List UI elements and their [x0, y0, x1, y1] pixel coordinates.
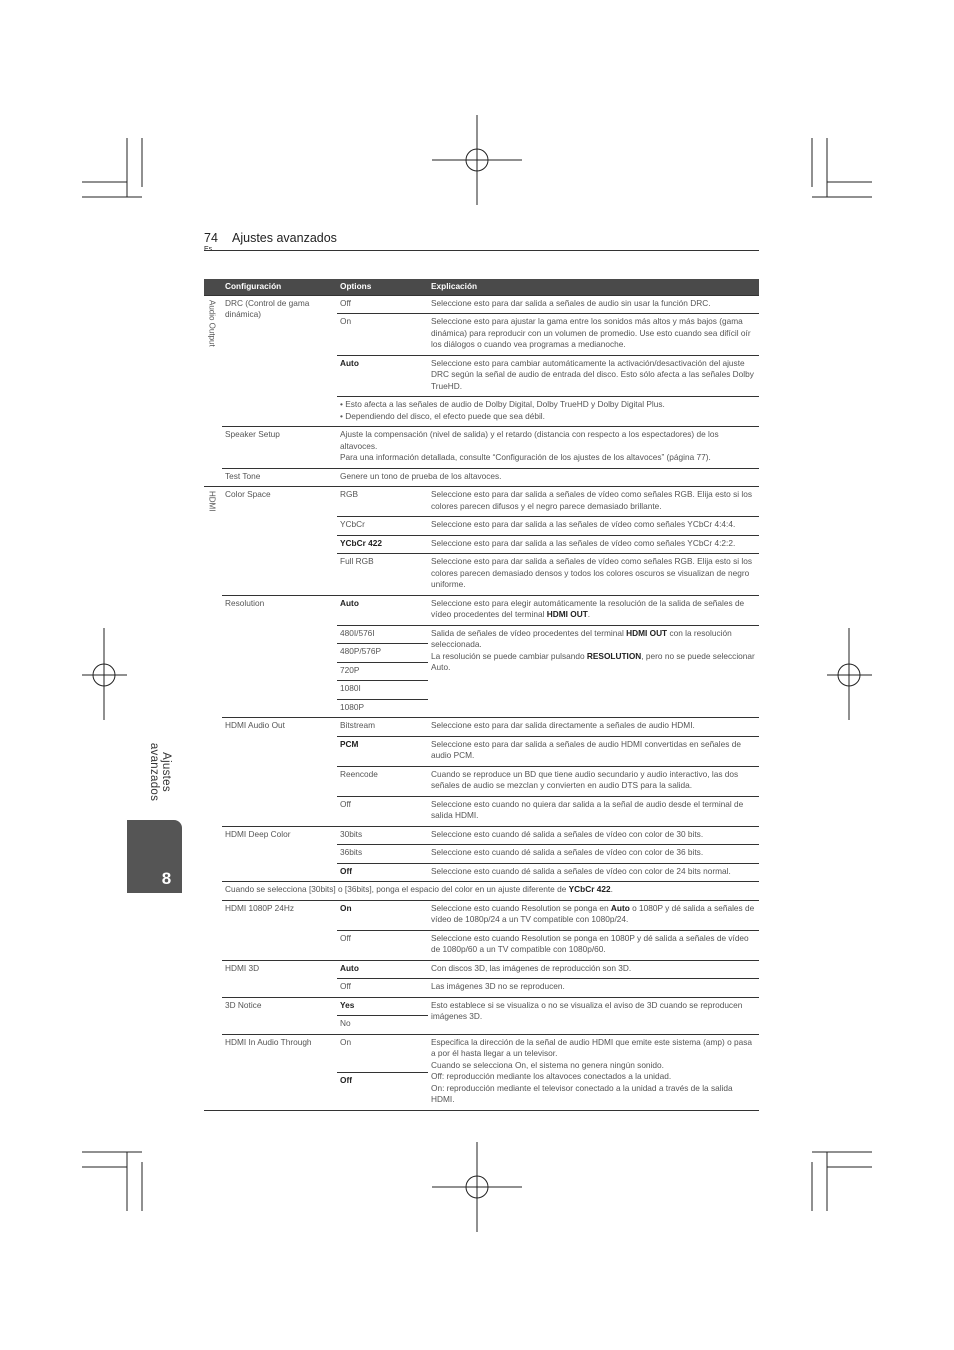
option-description — [428, 863, 759, 882]
option-cell — [337, 554, 428, 596]
column-header — [204, 279, 222, 295]
table-row — [204, 1034, 759, 1072]
option-cell — [337, 517, 428, 536]
option-label: 1080P — [340, 701, 364, 712]
text: Seleccione esto para dar salida a señales de vídeo como señales RGB. Elija esto si los colores parecen difusos y el negro parece demasiado brillante. — [431, 489, 752, 511]
option-cell — [337, 718, 428, 737]
text: Seleccione esto para dar salida a las señales de vídeo como señales YCbCr 4:2:2. — [431, 537, 736, 548]
note-text: • Esto afecta a las señales de audio de Dolby Digital, Dolby TrueHD y Dolby Digital Plus. — [340, 399, 665, 409]
option-cell — [337, 314, 428, 356]
option-cell — [337, 979, 428, 998]
setting-name: DRC (Control de gama dinámica) — [222, 295, 337, 427]
option-cell — [337, 766, 428, 796]
text: Genere un tono de prueba de los altavoces. — [340, 470, 502, 481]
text: Seleccione esto cuando Resolution se ponga en 1080P y dé salida a señales de vídeo de 1080p/60 a un TV compatible con 1080p/60. — [431, 932, 749, 954]
table-row — [204, 468, 759, 487]
option-label: Bitstream — [340, 720, 376, 730]
text: Seleccione esto cuando dé salida a señales de vídeo con color de 36 bits. — [431, 847, 704, 857]
text: Seleccione esto para dar salida directamente a señales de audio HDMI. — [431, 720, 695, 730]
setting-name: HDMI 3D — [222, 960, 337, 997]
table-row — [204, 295, 759, 314]
option-description — [428, 930, 759, 960]
text: . — [587, 609, 591, 619]
text: Seleccione esto cuando dé salida a señales de vídeo con color de 30 bits. — [431, 828, 704, 839]
option-cell — [337, 295, 428, 314]
option-cell — [337, 1016, 428, 1035]
option-cell — [337, 900, 428, 930]
option-description — [428, 826, 759, 845]
text: Seleccione esto para dar salida a las señales de vídeo como señales YCbCr 4:4:4. — [431, 519, 736, 529]
setting-name: HDMI In Audio Through — [222, 1034, 337, 1110]
option-cell — [337, 845, 428, 864]
setting-description — [337, 427, 759, 469]
option-description — [428, 845, 759, 864]
text: Esto establece si se visualiza o no se visualiza el aviso de 3D cuando se reproducen imágenes 3D. — [431, 999, 743, 1021]
text: Seleccione esto cuando Resolution se ponga en — [431, 902, 611, 913]
option-label: Off — [340, 798, 351, 809]
option-description — [428, 997, 759, 1034]
table-row — [204, 826, 759, 845]
option-description — [428, 796, 759, 826]
note-text: • Dependiendo del disco, el efecto puede que sea débil. — [340, 410, 545, 421]
text: Ajuste la compensación (nivel de salida) y el retardo (distancia con respecto a los espectadores) de los altavoces. — [340, 429, 719, 451]
option-description — [428, 487, 759, 517]
option-description — [428, 295, 759, 314]
option-label: Off — [340, 1074, 352, 1085]
notes-cell — [337, 397, 759, 427]
option-label: PCM — [340, 738, 359, 749]
option-cell — [337, 355, 428, 397]
option-label: 1080I — [340, 683, 361, 693]
text: Salida de señales de vídeo procedentes del terminal — [431, 627, 627, 638]
text: Seleccione esto para ajustar la gama entre los sonidos más altos y más bajos (gama dinámica) para reproducir con un volumen de promedio. Use esto cuando sea difícil oír los diálogos o cuando vea programas a medianoche. — [431, 316, 751, 349]
option-cell — [337, 699, 428, 718]
group-label: Audio Output — [207, 299, 217, 347]
setting-name: Resolution — [222, 595, 337, 718]
option-cell — [337, 826, 428, 845]
setting-name: HDMI Deep Color — [222, 826, 337, 882]
option-label: Auto — [340, 357, 359, 368]
option-description — [428, 625, 759, 699]
text: Off: reproducción mediante los altavoces conectados a la unidad. — [431, 1071, 672, 1081]
option-label: 480I/576I — [340, 627, 375, 638]
setting-name: HDMI 1080P 24Hz — [222, 900, 337, 960]
option-label: 36bits — [340, 847, 363, 857]
column-header: Options — [337, 279, 428, 295]
option-cell — [337, 736, 428, 766]
option-label: Auto — [340, 597, 359, 608]
option-cell — [337, 487, 428, 517]
column-header: Explicación — [428, 279, 759, 295]
option-description — [428, 355, 759, 397]
table-row — [204, 718, 759, 737]
option-cell — [337, 863, 428, 882]
note-cell — [222, 882, 759, 901]
option-label: On — [340, 1036, 352, 1047]
option-label: Yes — [340, 999, 355, 1010]
settings-table — [204, 279, 759, 1111]
option-cell — [337, 595, 428, 625]
option-description — [428, 554, 759, 596]
text: Seleccione esto para dar salida a señales de vídeo como señales RGB. Elija esto si los colores parecen demasiado densos y todos los colores oscuros se visualizan de negro uniforme. — [431, 556, 752, 589]
option-label: On — [340, 316, 352, 326]
option-label: Reencode — [340, 768, 378, 779]
header-divider — [204, 250, 759, 251]
table-row — [204, 487, 759, 517]
text: Seleccione esto para elegir automáticamente la resolución de la salida de señales de vídeo procedentes del terminal — [431, 597, 745, 619]
text: Especifica la dirección de la señal de audio HDMI que emite este sistema (amp) o pasa a por él hasta llegar a un televisor. — [431, 1036, 752, 1058]
text: Las imágenes 3D no se reproducen. — [431, 981, 565, 991]
option-label: Off — [340, 297, 351, 308]
setting-name: 3D Notice — [222, 997, 337, 1034]
setting-name: Color Space — [222, 487, 337, 596]
option-label: YCbCr 422 — [340, 537, 382, 548]
option-label: Auto — [340, 962, 359, 973]
bold-text: Auto — [610, 902, 630, 913]
text: con la resolución seleccionada. — [431, 627, 732, 649]
option-label: No — [340, 1018, 351, 1028]
bold-text: YCbCr 422 — [568, 884, 611, 894]
text: Seleccione esto para dar salida a señales de audio HDMI convertidas en señales de audio PCM. — [431, 738, 741, 760]
option-description — [428, 960, 759, 979]
option-label: 30bits — [340, 828, 363, 839]
option-label: YCbCr — [340, 519, 365, 529]
option-label: On — [340, 902, 352, 913]
text: . — [610, 884, 613, 894]
option-description — [428, 979, 759, 998]
option-description — [428, 900, 759, 930]
option-description — [428, 595, 759, 625]
setting-name: Test Tone — [222, 468, 337, 487]
group-cell — [204, 487, 222, 1111]
table-row — [204, 427, 759, 469]
chapter-tab — [127, 820, 182, 893]
table-header-row — [204, 279, 759, 295]
chapter-number: 8 — [161, 869, 172, 888]
option-cell — [337, 662, 428, 681]
table-row — [204, 595, 759, 625]
note-row — [204, 882, 759, 901]
option-cell — [337, 681, 428, 700]
option-description — [428, 736, 759, 766]
option-label: 480P/576P — [340, 646, 382, 656]
text: Cuando se selecciona [30bits] o [36bits], ponga el espacio del color en un ajuste diferente de — [225, 884, 569, 894]
table-row — [204, 900, 759, 930]
option-cell — [337, 796, 428, 826]
option-cell — [337, 1072, 428, 1110]
table-row — [204, 960, 759, 979]
option-label: RGB — [340, 489, 358, 499]
text: Para una información detallada, consulte “Configuración de los ajustes de los altavoces” (página 77). — [340, 452, 711, 462]
option-label: 720P — [340, 664, 360, 675]
option-cell — [337, 1034, 428, 1072]
group-label: HDMI — [207, 491, 217, 512]
text: o 1080P y dé salida a señales de vídeo de 1080p/24 a un TV compatible con 1080p/24. — [431, 902, 755, 924]
table-row — [204, 997, 759, 1016]
text: Cuando se reproduce un BD que tiene audio secundario y audio interactivo, las dos señales de audio se mezclan y convierten en audio DTS para la salida. — [431, 768, 739, 790]
text: La resolución se puede cambiar pulsando — [431, 650, 587, 661]
setting-description — [337, 468, 759, 487]
option-description — [428, 718, 759, 737]
setting-name: Speaker Setup — [222, 427, 337, 469]
column-header: Configuración — [222, 279, 337, 295]
option-label: Off — [340, 865, 352, 876]
option-cell — [337, 930, 428, 960]
option-label: Full RGB — [340, 556, 374, 566]
bold-text: HDMI OUT — [626, 627, 668, 638]
option-cell — [337, 997, 428, 1016]
option-description — [428, 1034, 759, 1110]
text: Seleccione esto cuando no quiera dar salida a la señal de audio desde el terminal de salida HDMI. — [431, 798, 744, 820]
option-description — [428, 517, 759, 536]
option-description — [428, 766, 759, 796]
text: , pero no se puede seleccionar Auto. — [431, 650, 755, 672]
option-cell — [337, 535, 428, 554]
option-cell — [337, 625, 428, 644]
page-number: 74 — [204, 231, 218, 245]
option-cell — [337, 644, 428, 663]
bold-text: RESOLUTION — [586, 650, 642, 661]
text: On: reproducción mediante el televisor conectado a la unidad a través de la salida HDMI. — [431, 1082, 733, 1104]
text: Seleccione esto para dar salida a señales de audio sin usar la función DRC. — [431, 297, 711, 308]
section-title: Ajustes avanzados — [232, 231, 337, 245]
option-description — [428, 314, 759, 356]
bold-text: HDMI OUT — [546, 609, 588, 619]
group-cell — [204, 295, 222, 487]
setting-name: HDMI Audio Out — [222, 718, 337, 827]
option-description — [428, 535, 759, 554]
option-cell — [337, 960, 428, 979]
table-bottom-border — [204, 1110, 759, 1111]
text: Seleccione esto para cambiar automáticamente la activación/desactivación del ajuste DRC según la señal de audio de entrada del disco. Esto sólo afecta a las señales Dolby TrueHD. — [431, 357, 754, 391]
text: Cuando se selecciona On, el sistema no genera ningún sonido. — [431, 1059, 664, 1070]
bottom-rule — [204, 1110, 759, 1111]
option-label: Off — [340, 932, 351, 943]
text: Seleccione esto cuando dé salida a señales de vídeo con color de 24 bits normal. — [431, 865, 731, 876]
side-chapter-label: Ajustes avanzados — [148, 742, 172, 802]
text: Con discos 3D, las imágenes de reproducción son 3D. — [431, 962, 632, 973]
option-label: Off — [340, 981, 351, 991]
